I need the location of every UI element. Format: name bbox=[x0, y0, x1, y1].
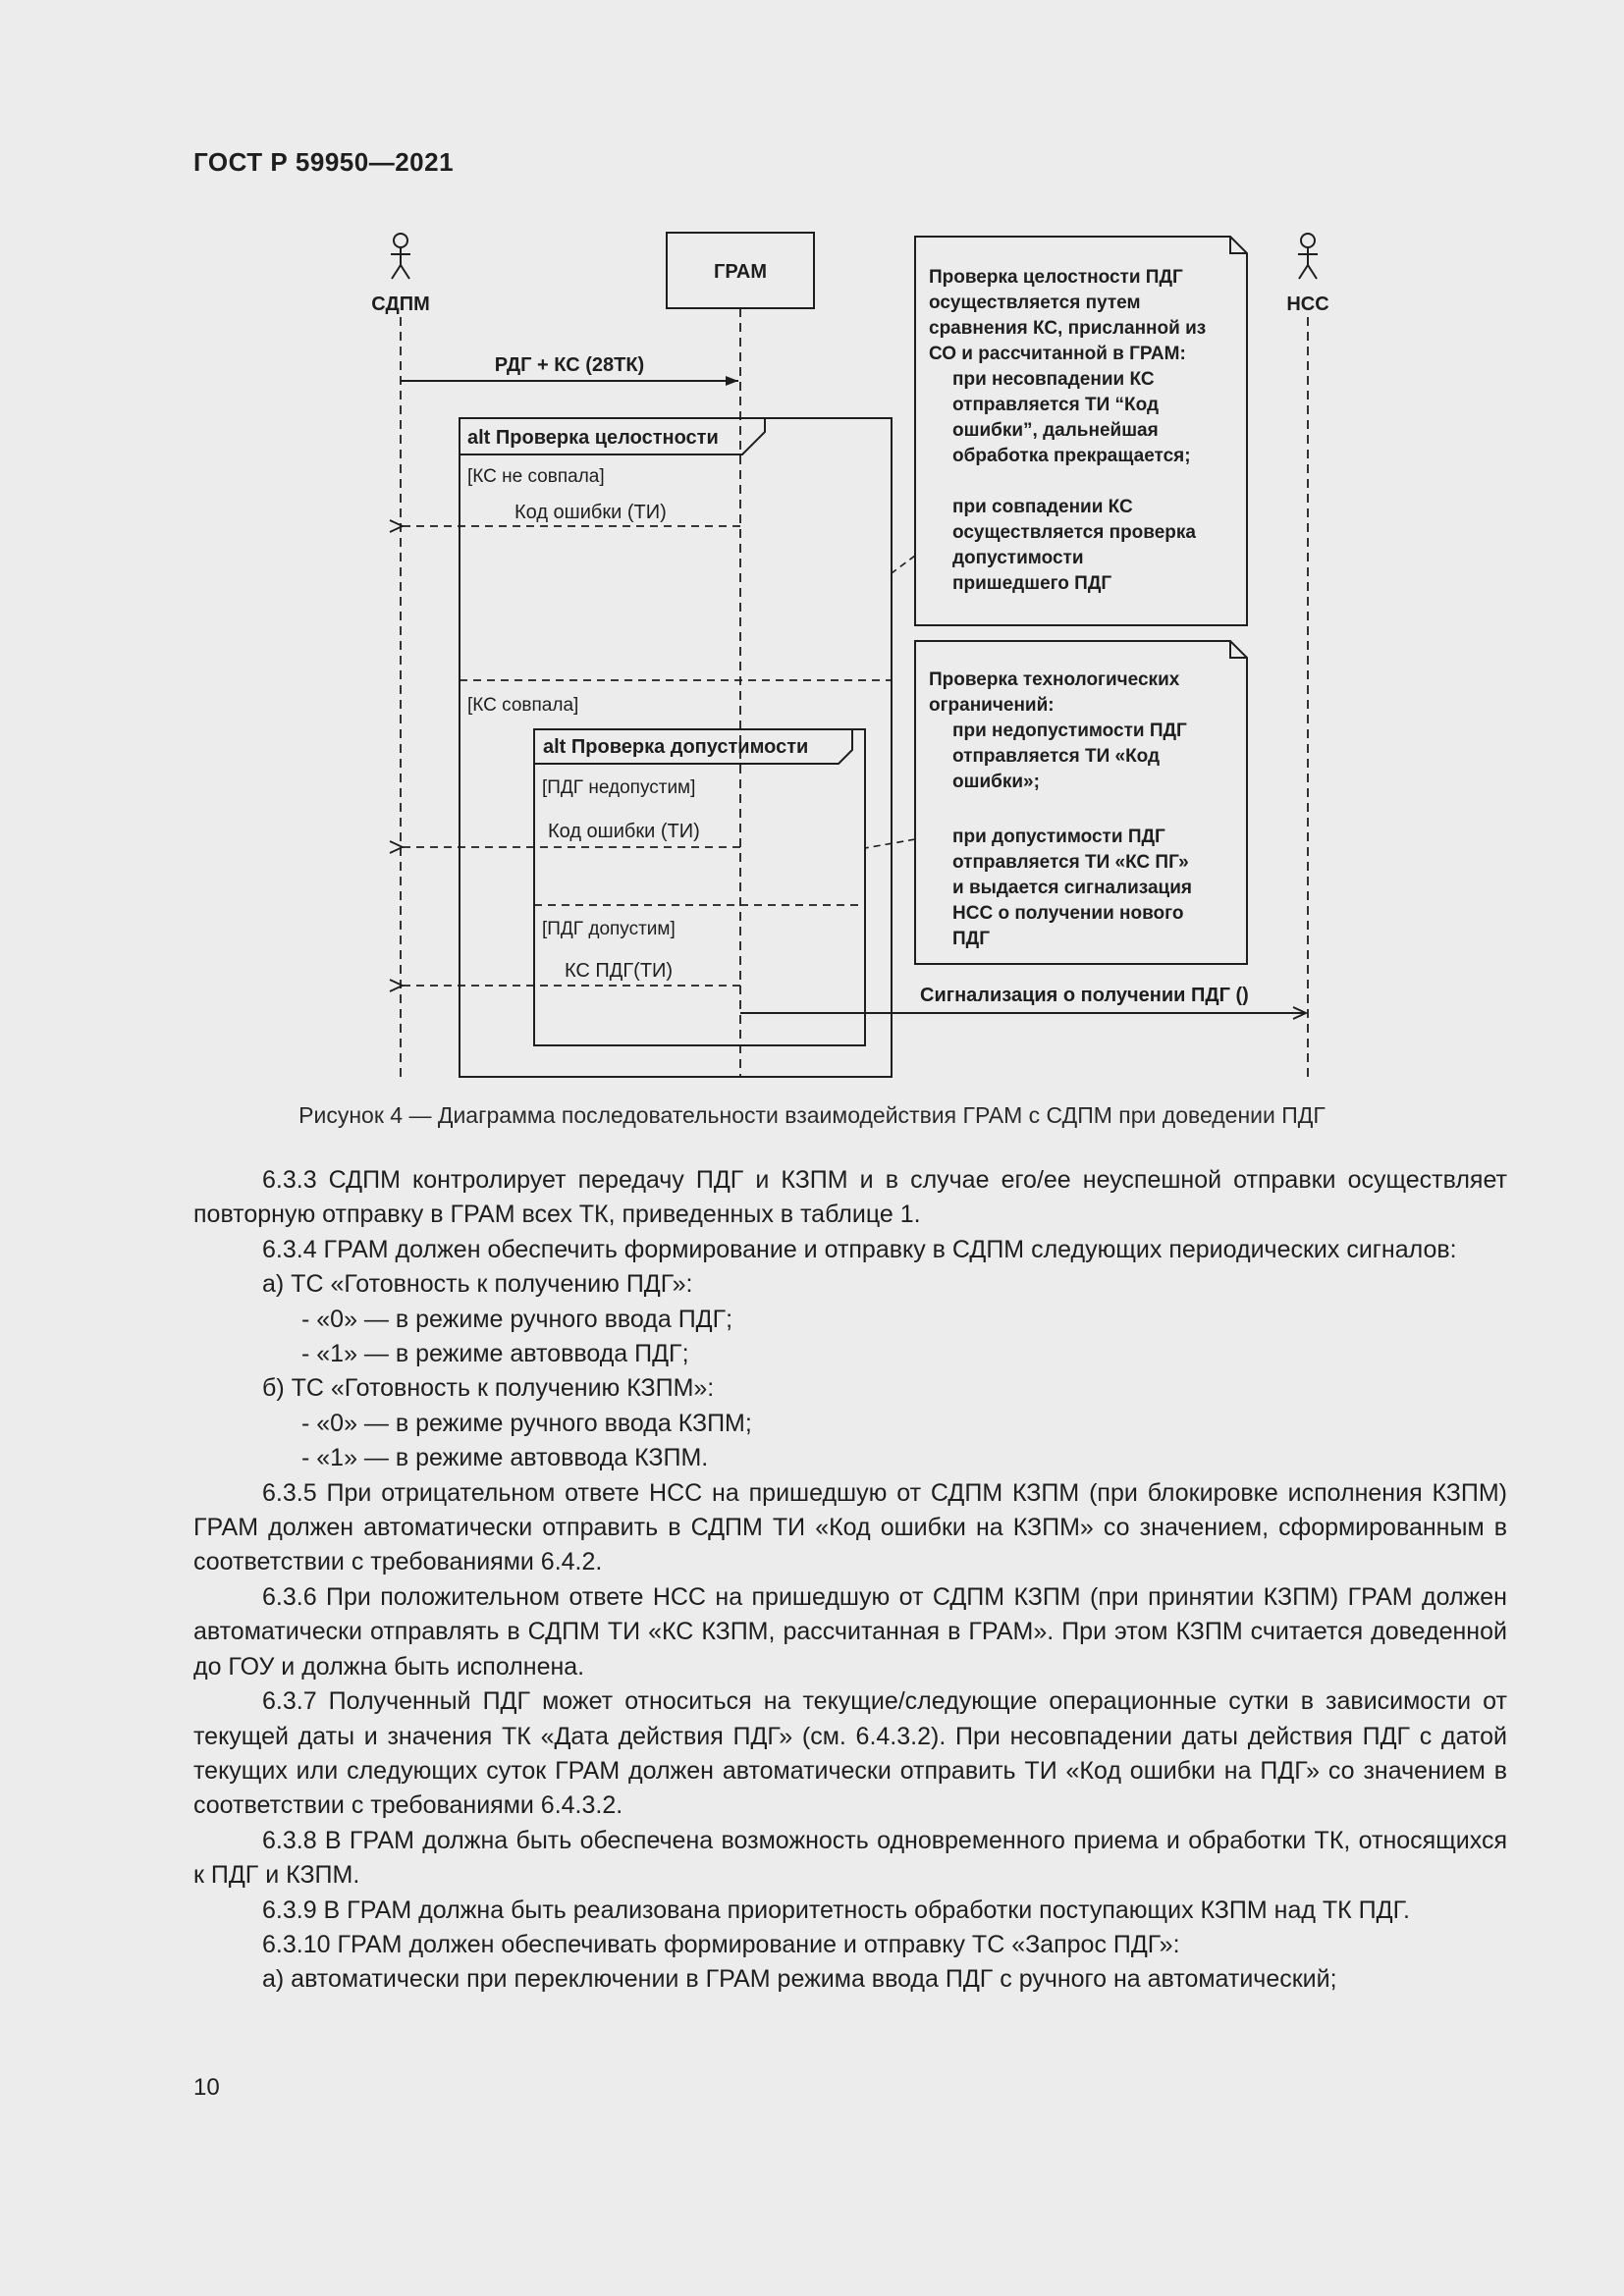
paragraph-6-3-3: 6.3.3 СДПМ контролирует передачу ПДГ и КЗПМ и в случае его/ее неуспешной отправки осуществляет повторную отправку в ГРАМ всех ТК, приведенных в таблице 1. bbox=[193, 1166, 1507, 1229]
list-subitem: - «0» — в режиме ручного ввода ПДГ; bbox=[301, 1305, 733, 1333]
paragraph-6-3-10: 6.3.10 ГРАМ должен обеспечивать формирование и отправку ТС «Запрос ПДГ»: bbox=[262, 1930, 1180, 1958]
msg-rdg-label: РДГ + КС (28ТК) bbox=[494, 354, 645, 376]
list-item: б) ТС «Готовность к получению КЗПМ»: bbox=[262, 1374, 715, 1403]
note-technological-anchor bbox=[865, 839, 915, 848]
page-number: 10 bbox=[193, 2074, 220, 2101]
alt-integrity-guard2: [КС совпала] bbox=[467, 695, 579, 716]
lifelines bbox=[401, 308, 1308, 1078]
actor-nss bbox=[1298, 234, 1318, 279]
note-technological-line: Проверка технологических bbox=[929, 669, 1180, 690]
note-technological-line: ПДГ bbox=[952, 929, 990, 949]
note-integrity-line: осуществляется проверка bbox=[952, 522, 1196, 543]
msg-signal-label: Сигнализация о получении ПДГ () bbox=[920, 985, 1249, 1006]
note-integrity-line: ошибки”, дальнейшая bbox=[952, 420, 1159, 441]
alt-integrity-msg-error-label: Код ошибки (ТИ) bbox=[514, 502, 667, 523]
note-integrity-line: отправляется ТИ “Код bbox=[952, 395, 1160, 415]
note-integrity-line: пришедшего ПДГ bbox=[952, 573, 1112, 594]
paragraph-6-3-9: 6.3.9 В ГРАМ должна быть реализована приоритетность обработки поступающих КЗПМ над ТК ПДГ. bbox=[262, 1896, 1411, 1924]
alt-integrity-guard1: [КС не совпала] bbox=[467, 466, 605, 487]
actor-sdpm-label: СДПМ bbox=[371, 294, 430, 315]
note-technological-line: НСС о получении нового bbox=[952, 903, 1184, 924]
note-technological-line: ограничений: bbox=[929, 695, 1055, 716]
note-integrity-line: допустимости bbox=[952, 548, 1084, 568]
alt-validity-title: alt Проверка допустимости bbox=[543, 736, 809, 758]
alt-validity-msg-error-label: Код ошибки (ТИ) bbox=[548, 821, 700, 842]
note-integrity-line: СО и рассчитанной в ГРАМ: bbox=[929, 344, 1186, 364]
list-item: а) автоматически при переключении в ГРАМ режима ввода ПДГ с ручного на автоматический; bbox=[262, 1965, 1337, 1994]
paragraph-6-3-4: 6.3.4 ГРАМ должен обеспечить формирование и отправку в СДПМ следующих периодических сигналов: bbox=[262, 1235, 1457, 1263]
note-integrity-line: обработка прекращается; bbox=[952, 446, 1191, 466]
body-text bbox=[193, 1163, 1507, 1998]
note-technological-line: при допустимости ПДГ bbox=[952, 827, 1165, 847]
note-integrity-line: при совпадении КС bbox=[952, 497, 1133, 517]
paragraph-6-3-6: 6.3.6 При положительном ответе НСС на пришедшую от СДПМ КЗПМ (при принятии КЗПМ) ГРАМ должен автоматически отправлять в СДПМ ТИ «КС КЗПМ, рассчитанная в ГРАМ». При этом КЗПМ считается доведенной до ГОУ и должна быть исполнена. bbox=[193, 1582, 1507, 1681]
note-integrity-line: осуществляется путем bbox=[929, 293, 1141, 313]
note-technological-line: при недопустимости ПДГ bbox=[952, 721, 1187, 741]
document-header: ГОСТ Р 59950—2021 bbox=[193, 147, 455, 177]
note-technological-line: отправляется ТИ «КС ПГ» bbox=[952, 852, 1189, 873]
figure-caption: Рисунок 4 — Диаграмма последовательности взаимодействия ГРАМ с СДПМ при доведении ПДГ bbox=[298, 1102, 1326, 1128]
alt-validity-guard1: [ПДГ недопустим] bbox=[542, 777, 696, 798]
note-technological-line: отправляется ТИ «Код bbox=[952, 746, 1161, 767]
paragraph-6-3-7: 6.3.7 Полученный ПДГ может относиться на текущие/следующие операционные сутки в зависимости от текущей даты и значения ТК «Дата действия ПДГ» (см. 6.4.3.2). При несовпадении даты действия ПДГ с датой текущих или следующих суток ГРАМ должен автоматически отправить ТИ «Код ошибки на ПДГ» со значением в соответствии с требованиями 6.4.3.2. bbox=[193, 1687, 1507, 1820]
alt-validity-msg-ks-label: КС ПДГ(ТИ) bbox=[565, 960, 674, 982]
sequence-diagram bbox=[0, 0, 1624, 1099]
paragraph-6-3-5: 6.3.5 При отрицательном ответе НСС на пришедшую от СДПМ КЗПМ (при блокировке исполнения КЗПМ) ГРАМ должен автоматически отправить в СДПМ ТИ «Код ошибки на КЗПМ» со значением, сформированным в соответствии с требованиями 6.4.2. bbox=[193, 1478, 1507, 1576]
note-technological-line: и выдается сигнализация bbox=[952, 878, 1192, 898]
gram-label: ГРАМ bbox=[713, 261, 768, 283]
alt-integrity-title: alt Проверка целостности bbox=[467, 427, 719, 449]
alt-validity-guard2: [ПДГ допустим] bbox=[542, 919, 676, 939]
actor-nss-label: НСС bbox=[1286, 294, 1329, 315]
note-integrity-line: сравнения КС, присланной из bbox=[929, 318, 1207, 339]
list-subitem: - «0» — в режиме ручного ввода КЗПМ; bbox=[301, 1409, 752, 1437]
note-technological-line: ошибки»; bbox=[952, 772, 1040, 792]
actor-sdpm bbox=[391, 234, 410, 279]
note-integrity-line: Проверка целостности ПДГ bbox=[929, 267, 1183, 288]
list-subitem: - «1» — в режиме автоввода ПДГ; bbox=[301, 1340, 689, 1368]
note-integrity-anchor bbox=[892, 556, 915, 573]
paragraph-6-3-8: 6.3.8 В ГРАМ должна быть обеспечена возможность одновременного приема и обработки ТК, относящихся к ПДГ и КЗПМ. bbox=[193, 1826, 1507, 1890]
note-integrity-line: при несовпадении КС bbox=[952, 369, 1155, 390]
list-item: а) ТС «Готовность к получению ПДГ»: bbox=[262, 1270, 693, 1299]
list-subitem: - «1» — в режиме автоввода КЗПМ. bbox=[301, 1444, 709, 1472]
